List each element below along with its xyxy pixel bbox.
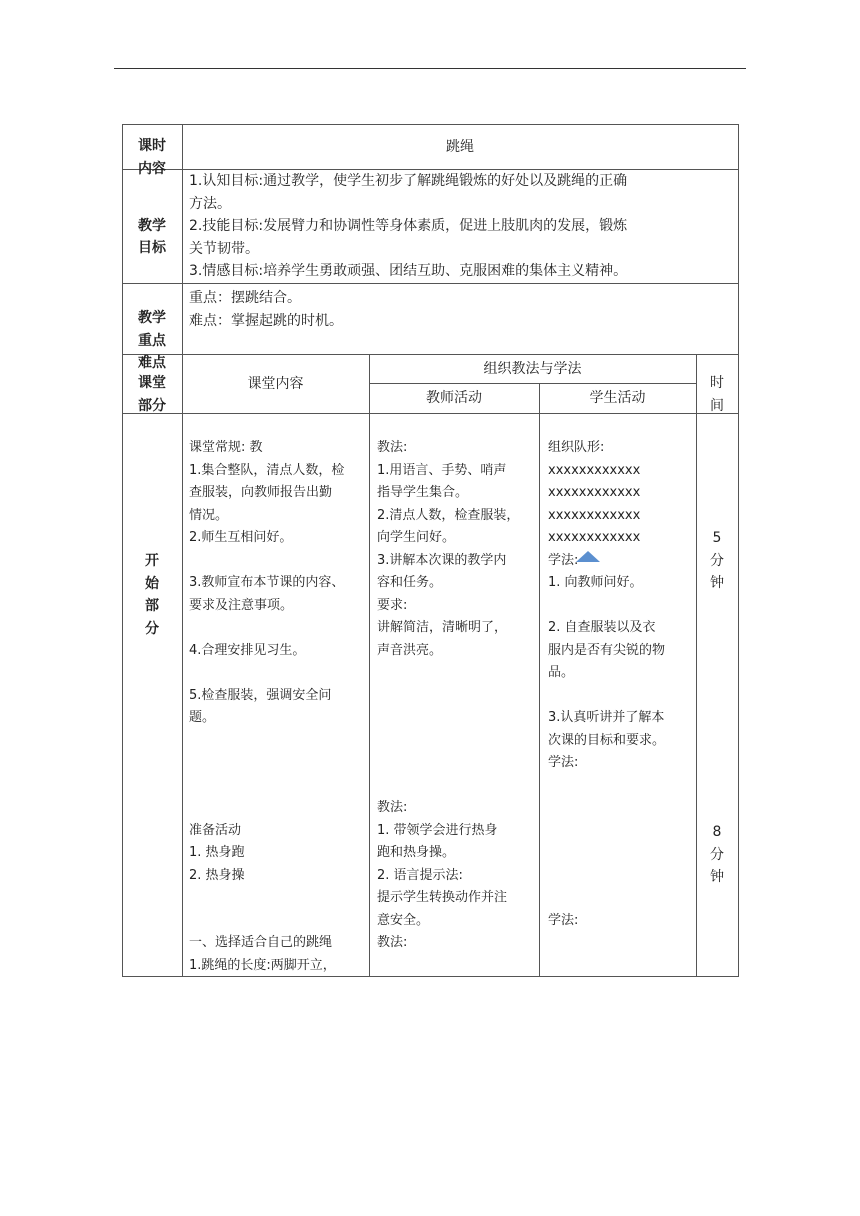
text-line [548, 887, 694, 910]
text-line: 学法: [548, 755, 579, 770]
text-line [189, 775, 367, 798]
text-line: 3.讲解本次课的教学内 [377, 552, 507, 568]
class-content-cell [189, 437, 367, 975]
text-line [548, 842, 694, 865]
table-border-bottom [122, 976, 739, 977]
key-points-label: 教学 重点 难点 [138, 310, 166, 372]
text-line: 跑和热身操。 [377, 845, 456, 860]
text-line: 3.认真听讲并了解本 [548, 710, 665, 725]
text-line [548, 595, 694, 618]
text-line: 次课的目标和要求。 [548, 732, 666, 748]
text-line [548, 685, 694, 708]
text-line: 2. 热身操 [189, 867, 245, 883]
text-line: 2. 自查服装以及衣 [548, 620, 656, 635]
text-line: 4.合理安排见习生。 [189, 642, 306, 658]
text-line: 3.教师宣布本节课的内容、 [189, 575, 345, 590]
method-group-header: 组织教法与学法 [483, 360, 582, 377]
text-line: 一、选择适合自己的跳绳 [189, 935, 333, 950]
text-line: 品。 [548, 665, 575, 680]
text-line [189, 797, 367, 820]
lesson-content-label: 课时 内容 [138, 138, 166, 177]
text-line: 1.用语言、手势、哨声 [377, 462, 507, 478]
time-start: 5 分 钟 [710, 530, 724, 591]
text-line: xxxxxxxxxxxx [548, 485, 641, 500]
text-line [377, 730, 537, 753]
column-divider [369, 354, 370, 976]
text-line: 5.检查服装，强调安全问 [189, 687, 332, 703]
text-line: 服内是否有尖锐的物 [548, 642, 666, 658]
teacher-activity-cell [377, 437, 537, 975]
text-line: 提示学生转换动作并注 [377, 890, 508, 905]
text-line: 1. 向教师问好。 [548, 575, 643, 590]
text-line [189, 550, 367, 573]
text-line: 1.集合整队，清点人数，检 [189, 462, 345, 478]
text-line: 讲解简洁，清晰明了， [377, 620, 508, 635]
text-line [377, 752, 537, 775]
text-line: 学法: [548, 912, 579, 928]
row-divider [122, 413, 739, 414]
text-line: 2.清点人数，检查服装， [377, 507, 520, 523]
teaching-goals-text: 1.认知目标:通过教学，使学生初步了解跳绳锻炼的好处以及跳绳的正确 方法。 2.技能目标:发展臂力和协调性等身体素质，促进上肢肌肉的发展，锻炼 关节韧带。 3.情感目标:培养学生勇敢顽强、团结互助、克服困难的集体主义精神。 [189, 173, 628, 279]
section-column-header: 课堂 部分 [138, 375, 166, 414]
time-column-header: 时 间 [710, 375, 724, 414]
text-line: 准备活动 [189, 822, 242, 838]
section-label-start: 开 始 部 分 [145, 553, 159, 637]
text-line [377, 707, 537, 730]
text-line: 学法: [548, 552, 579, 568]
text-line: 声音洪亮。 [377, 642, 443, 658]
text-line: 指导学生集合。 [377, 485, 469, 500]
text-line: 组织队形: [548, 440, 605, 455]
text-line: 2.师生互相问好。 [189, 530, 293, 545]
column-divider [539, 383, 540, 976]
text-line [189, 752, 367, 775]
text-line [548, 775, 694, 798]
text-line [189, 887, 367, 910]
text-line: 要求: [377, 597, 408, 613]
text-line [548, 820, 694, 843]
text-line [377, 775, 537, 798]
text-line: 教法: [377, 440, 408, 455]
text-line [377, 685, 537, 708]
text-line: 教法: [377, 800, 408, 815]
text-line: 1. 热身跑 [189, 845, 245, 860]
content-column-header: 课堂内容 [247, 375, 304, 392]
text-line: 容和任务。 [377, 575, 443, 590]
row-divider [122, 283, 739, 284]
lesson-title: 跳绳 [446, 138, 474, 155]
text-line: 1. 带领学会进行热身 [377, 822, 498, 838]
teaching-goals-label: 教学 目标 [138, 217, 166, 257]
text-line [548, 865, 694, 888]
text-line [189, 662, 367, 685]
student-activity-cell [548, 437, 694, 975]
text-line: 1.跳绳的长度:两脚开立， [189, 957, 336, 973]
text-line: xxxxxxxxxxxx [548, 462, 641, 478]
key-points-text: 重点：摆跳结合。 难点：掌握起跳的时机。 [189, 290, 343, 329]
text-line [189, 617, 367, 640]
text-line: 题。 [189, 710, 216, 725]
text-line: 教法: [377, 935, 408, 950]
text-line: 向学生问好。 [377, 530, 456, 545]
teacher-position-marker [576, 551, 600, 562]
student-column-header: 学生活动 [589, 390, 646, 406]
text-line [189, 730, 367, 753]
text-line: 查服装，向教师报告出勤 [189, 485, 333, 500]
text-line: 情况。 [189, 507, 229, 523]
text-line: 要求及注意事项。 [189, 597, 294, 613]
column-divider [182, 124, 183, 976]
text-line: xxxxxxxxxxxx [548, 507, 641, 523]
text-line [548, 797, 694, 820]
table-border-right [738, 124, 739, 976]
time-warmup: 8 分 钟 [710, 824, 724, 885]
text-line: xxxxxxxxxxxx [548, 530, 641, 545]
text-line: 2. 语言提示法: [377, 867, 463, 883]
text-line [377, 662, 537, 685]
text-line: 课堂常规: 教 [189, 440, 263, 455]
text-line: 意安全。 [377, 912, 430, 928]
teacher-column-header: 教师活动 [426, 390, 482, 406]
page-header-rule [114, 68, 746, 69]
text-line [189, 910, 367, 933]
